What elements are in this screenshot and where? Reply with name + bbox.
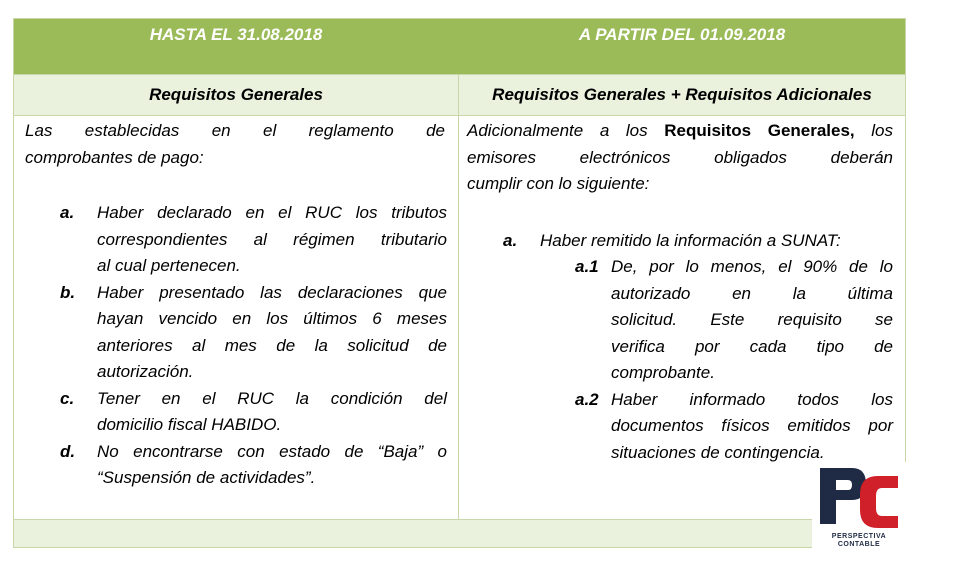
left-list-item-line: autorización. bbox=[97, 362, 194, 381]
right-intro-line2: emisores electrónicos obligados deberán bbox=[467, 147, 893, 167]
left-list-item-mark: c. bbox=[60, 388, 75, 408]
subheader-left: Requisitos Generales bbox=[149, 85, 323, 104]
left-list-item-line: Haber declarado en el RUC los tributos bbox=[97, 203, 447, 222]
bold-requisitos-generales: Requisitos Generales, bbox=[664, 121, 855, 140]
right-subitem-line: Haber informado todos los bbox=[611, 389, 893, 409]
right-item-a-text: Haber remitido la información a SUNAT: bbox=[540, 231, 841, 250]
left-list-item-mark: b. bbox=[60, 282, 76, 302]
table-subheader-row bbox=[14, 74, 905, 116]
left-intro-line2: comprobantes de pago: bbox=[25, 147, 204, 167]
right-subitem-line: verifica por cada tipo de bbox=[611, 336, 893, 356]
header-right: A PARTIR DEL 01.09.2018 bbox=[578, 25, 786, 44]
table-header-row bbox=[14, 19, 905, 74]
right-subitem-mark: a.1 bbox=[575, 257, 599, 276]
logo-caption-line2: CONTABLE bbox=[837, 541, 881, 548]
left-list-item-line: correspondientes al régimen tributario bbox=[97, 229, 447, 249]
right-cell bbox=[467, 118, 893, 198]
left-list-item-line: hayan vencido en los últimos 6 meses bbox=[97, 309, 447, 328]
perspectiva-contable-logo bbox=[812, 462, 906, 550]
left-list-item-line: Haber presentado las declaraciones que bbox=[97, 282, 447, 302]
right-subitem-mark: a.2 bbox=[575, 389, 599, 409]
right-subitem-line: De, por lo menos, el 90% de lo bbox=[611, 257, 893, 276]
right-subitem-line: documentos físicos emitidos por bbox=[611, 416, 893, 435]
header-left: HASTA EL 31.08.2018 bbox=[149, 25, 323, 44]
table-footer-row bbox=[14, 519, 905, 547]
left-list-item-line: Tener en el RUC la condición del bbox=[97, 388, 447, 408]
left-list-item-mark: a. bbox=[60, 203, 75, 222]
right-subitem-line: situaciones de contingencia. bbox=[611, 442, 825, 462]
subheader-right: Requisitos Generales + Requisitos Adicionales bbox=[492, 85, 872, 104]
right-item-a-mark: a. bbox=[503, 231, 518, 250]
left-list-item-line: “Suspensión de actividades”. bbox=[97, 468, 316, 487]
left-list-item-line: No encontrarse con estado de “Baja” o bbox=[97, 441, 447, 461]
right-subitem-line: solicitud. Este requisito se bbox=[611, 310, 893, 329]
right-intro-line3: cumplir con lo siguiente: bbox=[467, 174, 650, 193]
right-subitem-line: autorizado en la última bbox=[611, 283, 893, 303]
right-intro-line1: Adicionalmente a los Requisitos Generales, los bbox=[467, 121, 893, 140]
logo-caption-line1: PERSPECTIVA bbox=[831, 533, 887, 540]
left-list-item-mark: d. bbox=[60, 441, 76, 461]
right-subitem-line: comprobante. bbox=[611, 363, 715, 382]
left-list-item-line: al cual pertenecen. bbox=[97, 256, 241, 275]
left-list-item-line: domicilio fiscal HABIDO. bbox=[97, 415, 282, 434]
left-cell bbox=[25, 118, 445, 171]
column-divider bbox=[458, 74, 459, 520]
left-intro-line1: Las establecidas en el reglamento de bbox=[25, 121, 445, 140]
left-list-item-line: anteriores al mes de la solicitud de bbox=[97, 335, 447, 355]
